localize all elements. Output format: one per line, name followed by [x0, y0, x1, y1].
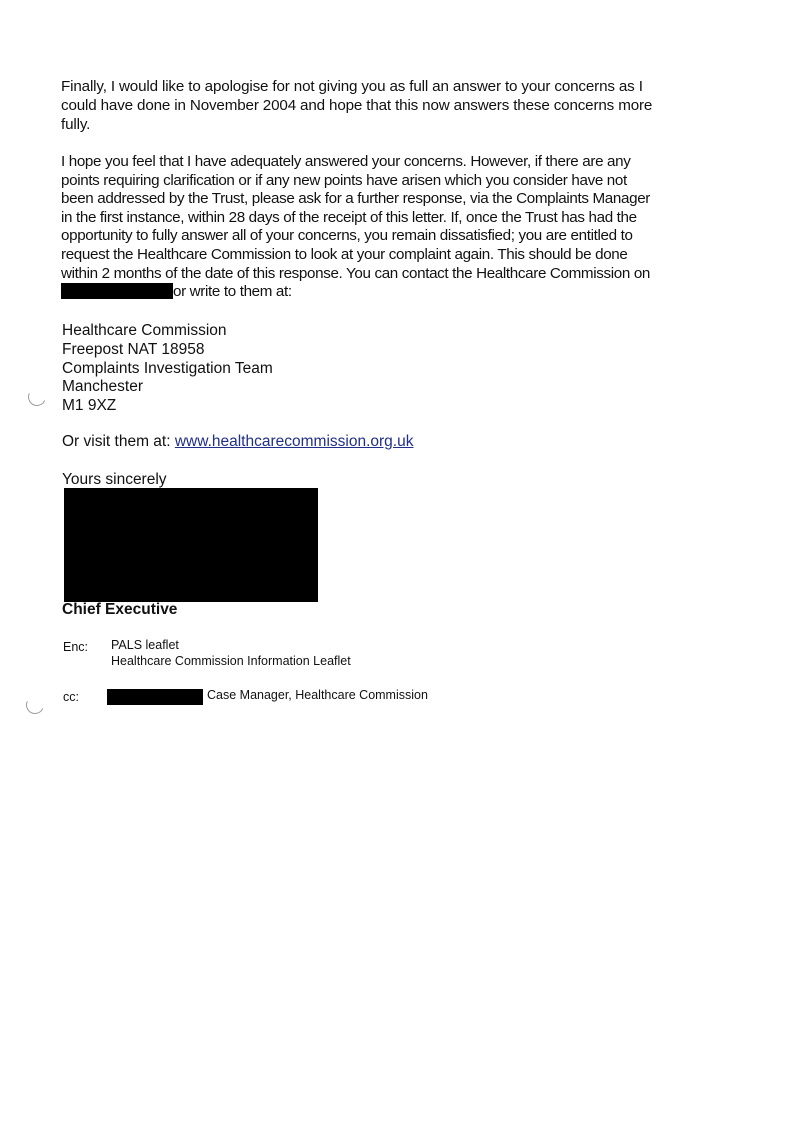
text-line: I hope you feel that I have adequately answered your concerns. However, if there are any	[61, 153, 631, 170]
enclosures-label: Enc:	[63, 640, 89, 654]
visit-line	[62, 433, 413, 451]
address-line: M1 9XZ	[62, 397, 117, 415]
cc-text: Case Manager, Healthcare Commission	[207, 688, 428, 702]
text-line: could have done in November 2004 and hope that this now answers these concerns more	[61, 96, 653, 114]
address-line: Complaints Investigation Team	[62, 359, 273, 377]
punch-hole-mark	[23, 693, 46, 716]
address-block	[62, 322, 273, 416]
address-line: Freepost NAT 18958	[62, 340, 205, 358]
text-line: points requiring clarification or if any new points have arisen which you consider have not	[61, 171, 627, 189]
text-line: in the first instance, within 28 days of the receipt of this letter. If, once the Trust has had the	[61, 208, 637, 226]
text-line: fully.	[61, 115, 91, 133]
write-to-them-text: or write to them at:	[173, 283, 292, 301]
redacted-cc-name	[107, 689, 203, 705]
cc-label: cc:	[63, 690, 79, 704]
text-line: been addressed by the Trust, please ask for a further response, via the Complaints Manager	[61, 190, 650, 208]
website-link[interactable]: www.healthcarecommission.org.uk	[174, 433, 414, 450]
text-line: opportunity to fully answer all of your concerns, you remain dissatisfied; you are entitled to	[61, 227, 633, 245]
paragraph-apology	[61, 78, 731, 134]
text-line: Finally, I would like to apologise for not giving you as full an answer to your concerns as I	[61, 78, 643, 95]
address-line: Manchester	[62, 378, 143, 396]
text-line: request the Healthcare Commission to look at your complaint again. This should be done	[61, 245, 628, 263]
punch-hole-mark	[25, 385, 48, 408]
address-line: Healthcare Commission	[62, 322, 227, 339]
visit-prefix: Or visit them at:	[62, 433, 171, 450]
enclosure-item: Healthcare Commission Information Leaflet	[111, 653, 351, 668]
text-line: within 2 months of the date of this response. You can contact the Healthcare Commission on	[61, 264, 651, 282]
signatory-title: Chief Executive	[62, 601, 178, 618]
enclosure-item: PALS leaflet	[111, 638, 179, 652]
redacted-phone-number	[61, 283, 173, 299]
redacted-signature	[64, 488, 318, 602]
paragraph-further-response	[61, 153, 751, 302]
closing: Yours sincerely	[62, 471, 167, 488]
enclosures-list	[111, 638, 351, 669]
text-line-last	[61, 283, 751, 302]
